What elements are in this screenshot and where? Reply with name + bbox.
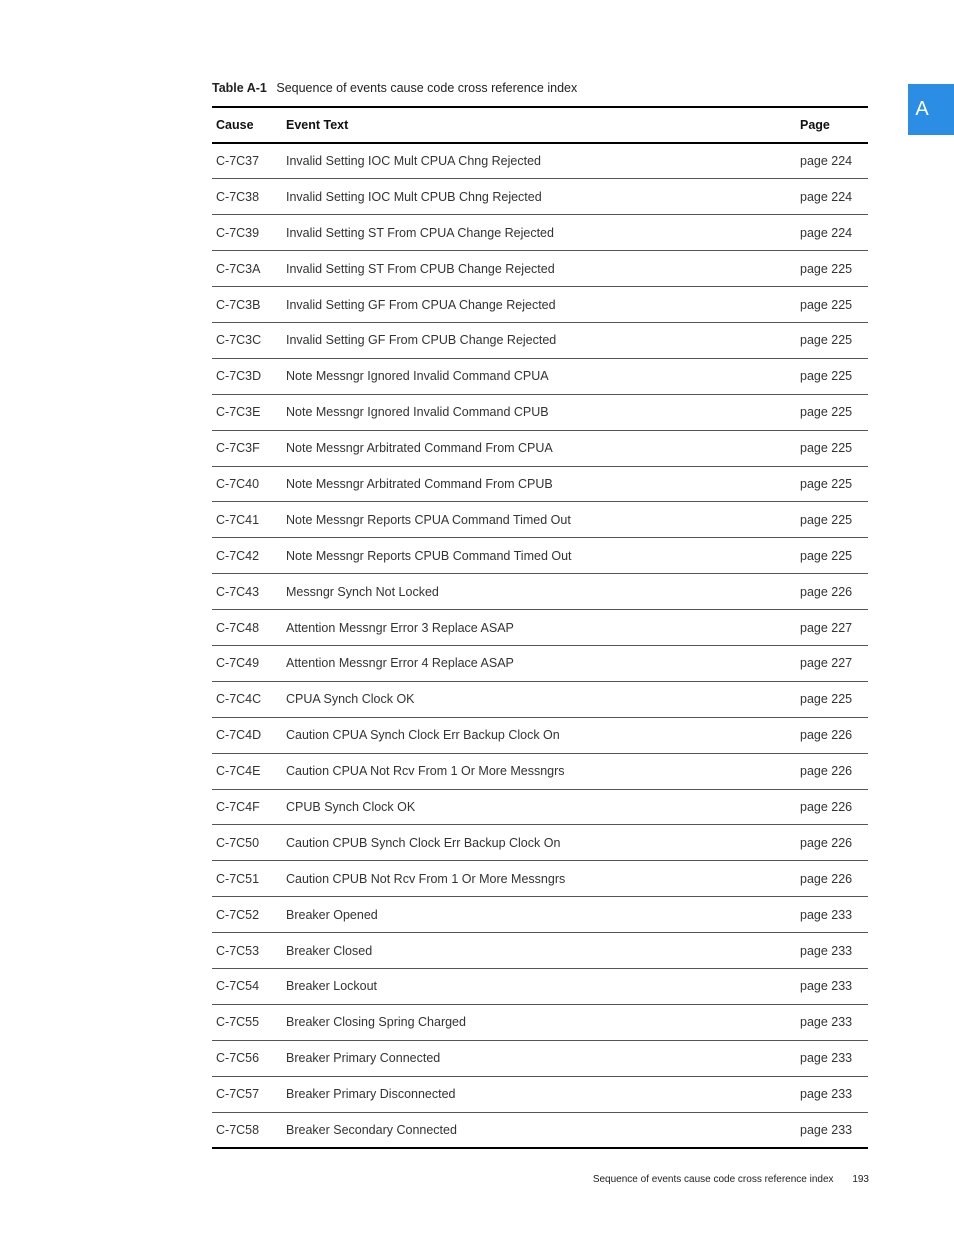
cell-cause: C-7C3B — [216, 297, 261, 312]
table-row — [212, 179, 868, 215]
header-event-text: Event Text — [286, 118, 349, 132]
cell-cause: C-7C37 — [216, 154, 260, 169]
cell-page: page 224 — [800, 154, 853, 169]
cell-page: page 225 — [800, 405, 853, 420]
cell-cause: C-7C4E — [216, 764, 261, 779]
cell-page: page 226 — [800, 835, 853, 850]
cell-event-text: Breaker Secondary Connected — [286, 1122, 457, 1137]
cell-cause: C-7C40 — [216, 476, 260, 491]
cell-page: page 225 — [800, 369, 853, 384]
cell-page: page 226 — [800, 871, 853, 886]
cell-page: page 225 — [800, 297, 853, 312]
table-row — [212, 968, 868, 1004]
cell-event-text: Invalid Setting GF From CPUB Change Rejected — [286, 333, 557, 348]
cell-cause: C-7C3F — [216, 441, 260, 456]
cell-cause: C-7C4C — [216, 692, 262, 707]
cell-page: page 225 — [800, 512, 853, 527]
cell-event-text: Breaker Closing Spring Charged — [286, 1015, 466, 1030]
cell-page: page 225 — [800, 441, 853, 456]
cell-page: page 225 — [800, 261, 853, 276]
cell-event-text: Messngr Synch Not Locked — [286, 584, 439, 599]
table-row — [212, 1112, 868, 1148]
cell-event-text: Caution CPUB Not Rcv From 1 Or More Messngrs — [286, 871, 566, 886]
cell-cause: C-7C51 — [216, 871, 260, 886]
cause-code-table-container — [212, 106, 868, 1149]
appendix-tab-letter: A — [915, 98, 929, 120]
cell-page: page 233 — [800, 979, 853, 994]
cell-event-text: Invalid Setting IOC Mult CPUA Chng Rejected — [286, 154, 541, 169]
table-caption — [212, 80, 577, 96]
cell-cause: C-7C50 — [216, 835, 260, 850]
table-caption-label: Table A-1 — [212, 81, 267, 95]
cell-page: page 225 — [800, 476, 853, 491]
cell-page: page 224 — [800, 189, 853, 204]
cell-cause: C-7C4F — [216, 799, 260, 814]
cell-cause: C-7C3E — [216, 405, 261, 420]
table-row — [212, 825, 868, 861]
cell-cause: C-7C43 — [216, 584, 260, 599]
footer-title: Sequence of events cause code cross reference index — [592, 1174, 834, 1185]
cell-cause: C-7C3A — [216, 261, 261, 276]
cell-cause: C-7C41 — [216, 512, 260, 527]
cell-event-text: Note Messngr Arbitrated Command From CPUA — [286, 441, 553, 456]
cell-page: page 227 — [800, 620, 853, 635]
cell-cause: C-7C49 — [216, 656, 260, 671]
cell-cause: C-7C39 — [216, 225, 260, 240]
table-row — [212, 610, 868, 646]
cell-cause: C-7C38 — [216, 189, 260, 204]
cell-event-text: Note Messngr Reports CPUA Command Timed Out — [286, 512, 571, 527]
cell-page: page 227 — [800, 656, 853, 671]
cell-event-text: Note Messngr Arbitrated Command From CPUB — [286, 476, 553, 491]
cell-cause: C-7C4D — [216, 728, 262, 743]
cell-event-text: Caution CPUA Synch Clock Err Backup Clock On — [286, 728, 560, 743]
table-row — [212, 645, 868, 681]
cell-page: page 226 — [800, 764, 853, 779]
cell-cause: C-7C57 — [216, 1087, 260, 1102]
cell-page: page 233 — [800, 1087, 853, 1102]
cell-event-text: Caution CPUA Not Rcv From 1 Or More Messngrs — [286, 764, 565, 779]
table-row — [212, 430, 868, 466]
cell-event-text: Note Messngr Reports CPUB Command Timed Out — [286, 548, 572, 563]
table-row — [212, 717, 868, 753]
cell-cause: C-7C42 — [216, 548, 260, 563]
table-row — [212, 789, 868, 825]
cell-cause: C-7C3C — [216, 333, 262, 348]
cause-code-table — [212, 106, 868, 1149]
table-row — [212, 574, 868, 610]
cell-cause: C-7C55 — [216, 1015, 260, 1030]
appendix-tab-marker — [908, 84, 954, 135]
cell-page: page 233 — [800, 943, 853, 958]
header-page: Page — [800, 118, 830, 132]
cell-page: page 225 — [800, 692, 853, 707]
table-row — [212, 358, 868, 394]
cell-cause: C-7C54 — [216, 979, 260, 994]
table-row — [212, 897, 868, 933]
cell-page: page 233 — [800, 1122, 853, 1137]
cell-page: page 233 — [800, 1051, 853, 1066]
cell-event-text: Attention Messngr Error 3 Replace ASAP — [286, 620, 514, 635]
table-row — [212, 251, 868, 287]
cell-event-text: Invalid Setting ST From CPUA Change Rejected — [286, 225, 554, 240]
cell-event-text: Breaker Closed — [286, 943, 373, 958]
table-row — [212, 287, 868, 323]
page-footer — [593, 1174, 869, 1185]
cell-page: page 225 — [800, 548, 853, 563]
cell-event-text: Breaker Opened — [286, 907, 378, 922]
cell-event-text: Invalid Setting IOC Mult CPUB Chng Rejected — [286, 189, 542, 204]
table-row — [212, 322, 868, 358]
cell-event-text: CPUB Synch Clock OK — [286, 799, 416, 814]
table-body — [212, 143, 868, 1148]
table-row — [212, 215, 868, 251]
cell-cause: C-7C58 — [216, 1122, 260, 1137]
cell-page: page 226 — [800, 728, 853, 743]
table-row — [212, 681, 868, 717]
table-caption-text: Sequence of events cause code cross reference index — [276, 81, 578, 95]
cell-page: page 225 — [800, 333, 853, 348]
cell-page: page 224 — [800, 225, 853, 240]
cell-event-text: Breaker Primary Disconnected — [286, 1087, 456, 1102]
cell-cause: C-7C56 — [216, 1051, 260, 1066]
table-row — [212, 1004, 868, 1040]
cell-event-text: Invalid Setting ST From CPUB Change Rejected — [286, 261, 555, 276]
table-row — [212, 143, 868, 179]
cell-event-text: Breaker Primary Connected — [286, 1051, 441, 1066]
table-row — [212, 861, 868, 897]
table-row — [212, 1040, 868, 1076]
cell-cause: C-7C3D — [216, 369, 262, 384]
cell-page: page 233 — [800, 907, 853, 922]
table-row — [212, 538, 868, 574]
cell-event-text: Breaker Lockout — [286, 979, 378, 994]
cell-event-text: Invalid Setting GF From CPUA Change Rejected — [286, 297, 556, 312]
cell-page: page 233 — [800, 1015, 853, 1030]
cell-event-text: Note Messngr Ignored Invalid Command CPUB — [286, 405, 549, 420]
table-row — [212, 1076, 868, 1112]
cell-cause: C-7C48 — [216, 620, 260, 635]
table-row — [212, 502, 868, 538]
cell-cause: C-7C52 — [216, 907, 260, 922]
header-cause: Cause — [216, 118, 254, 132]
cell-event-text: Note Messngr Ignored Invalid Command CPUA — [286, 369, 549, 384]
cell-event-text: Caution CPUB Synch Clock Err Backup Clock On — [286, 835, 561, 850]
cell-page: page 226 — [800, 584, 853, 599]
footer-page-number: 193 — [852, 1174, 869, 1185]
table-row — [212, 394, 868, 430]
table-row — [212, 466, 868, 502]
cell-page: page 226 — [800, 799, 853, 814]
cell-event-text: CPUA Synch Clock OK — [286, 692, 415, 707]
table-header-row — [212, 107, 868, 143]
table-row — [212, 753, 868, 789]
table-row — [212, 933, 868, 969]
cell-cause: C-7C53 — [216, 943, 260, 958]
cell-event-text: Attention Messngr Error 4 Replace ASAP — [286, 656, 514, 671]
